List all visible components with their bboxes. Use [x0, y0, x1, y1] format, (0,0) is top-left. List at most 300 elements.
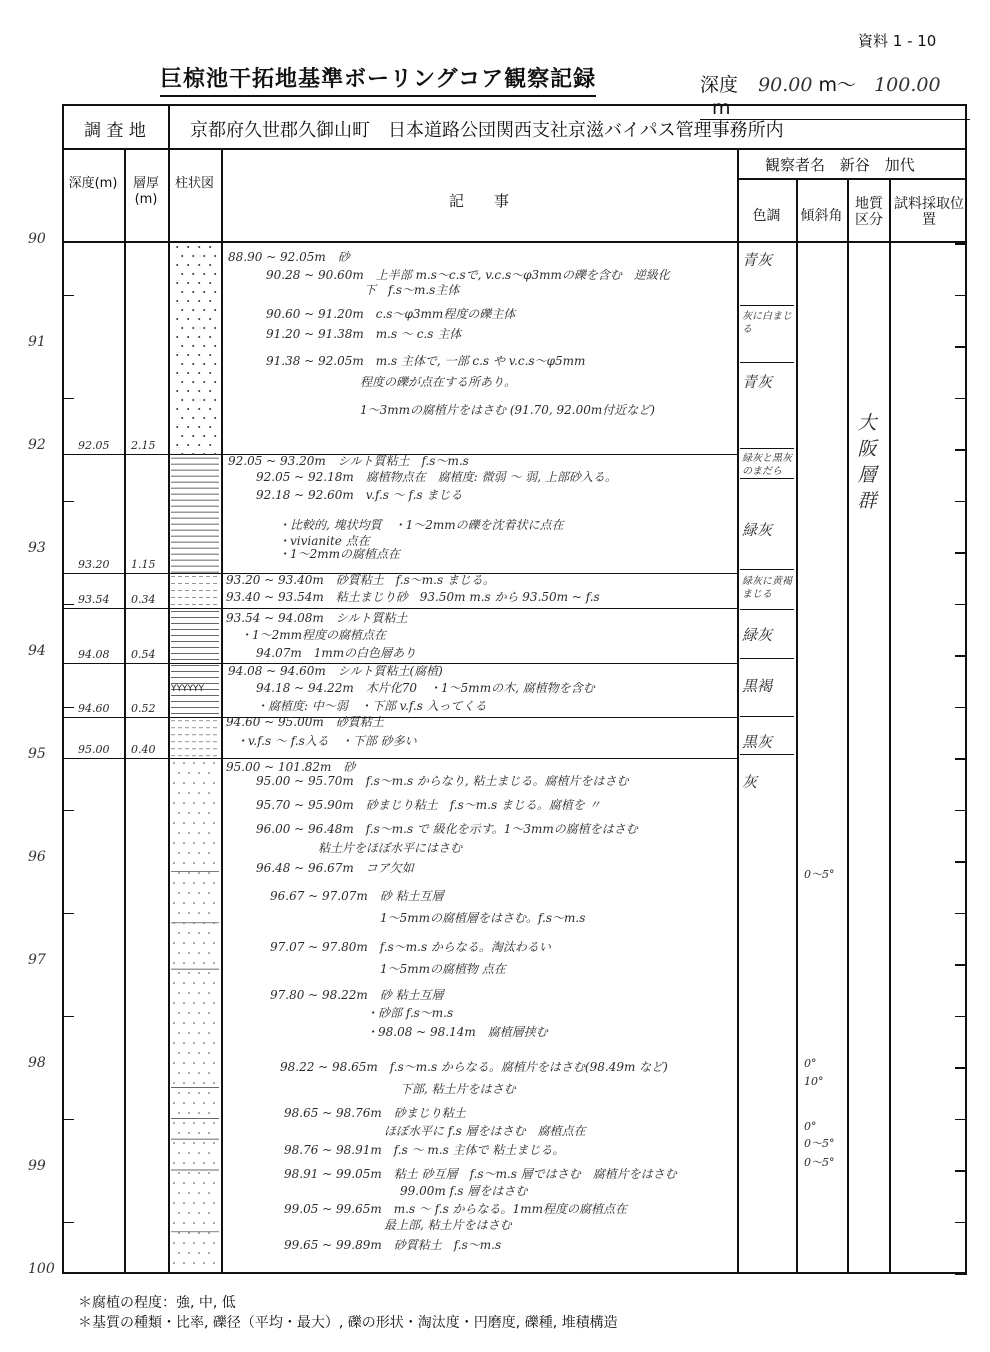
- sand-dot: [188, 1052, 190, 1054]
- sand-dot: [198, 892, 200, 894]
- sand-dot: [188, 972, 190, 974]
- sand-dot: [208, 1012, 210, 1014]
- depth-half-tick: [62, 1016, 74, 1018]
- sand-dot: [183, 1242, 185, 1244]
- dip-entry: 0～5°: [804, 868, 835, 881]
- sand-dot: [214, 363, 216, 365]
- description-line: 1～3mmの腐植片をはさむ (91.70, 92.00m付近など): [360, 403, 655, 417]
- sand-dot: [188, 992, 190, 994]
- sand-dot: [178, 932, 180, 934]
- boundary-depth: 94.60: [78, 701, 110, 715]
- sand-dot: [173, 782, 175, 784]
- sand-dot: [203, 1222, 205, 1224]
- sand-dot: [213, 1262, 215, 1264]
- sand-dot: [173, 962, 175, 964]
- depth-axis-label: 97: [28, 952, 46, 968]
- sand-dot: [188, 952, 190, 954]
- sand-dot: [193, 1022, 195, 1024]
- sand-dot: [173, 1002, 175, 1004]
- description-line: ・比較的, 塊状均質 ・1～2mmの礫を沈着状に点在: [278, 518, 564, 532]
- description-line: 98.22 ~ 98.65m f.s～m.s からなる。腐植片をはさむ(98.49m など): [280, 1060, 668, 1074]
- sand-dot: [198, 972, 200, 974]
- sand-dot: [192, 435, 194, 437]
- sand-dot: [203, 327, 205, 329]
- sand-dot: [208, 812, 210, 814]
- sand-dot: [193, 1242, 195, 1244]
- column-thickness: 層厚(m): [132, 176, 159, 207]
- sand-dot: [209, 282, 211, 284]
- sand-dot: [203, 882, 205, 884]
- sand-dot: [193, 822, 195, 824]
- sand-dot: [183, 902, 185, 904]
- color-entry: 緑灰と黒灰のまだら: [742, 453, 792, 477]
- description-line: 95.70 ~ 95.90m 砂まじり粘土 f.s～m.s まじる。腐植を 〃: [256, 798, 601, 812]
- description-line: 98.65 ~ 98.76m 砂まじり粘土: [284, 1106, 466, 1120]
- depth-tick: [955, 861, 967, 863]
- sand-dot: [178, 772, 180, 774]
- sand-dot: [198, 264, 200, 266]
- sand-dot: [178, 832, 180, 834]
- sand-dot: [214, 417, 216, 419]
- sand-dot: [187, 372, 189, 374]
- depth-half-tick: [62, 707, 74, 709]
- sand-dot: [192, 309, 194, 311]
- description-line: 99.00m f.s 層をはさむ: [400, 1184, 528, 1198]
- sand-dot: [187, 408, 189, 410]
- sand-dot: [188, 1092, 190, 1094]
- sand-dot: [181, 255, 183, 257]
- sand-dot: [176, 372, 178, 374]
- footnote-matrix: ＊基質の種類・比率, 礫径（平均・最大）, 礫の形状・淘汰度・円磨度, 礫種, 堆積構造: [78, 1315, 618, 1331]
- sand-dot: [173, 802, 175, 804]
- sand-dot: [187, 354, 189, 356]
- description-line: 96.48 ~ 96.67m コア欠如: [256, 861, 414, 875]
- sand-dot: [178, 912, 180, 914]
- sand-dot: [183, 1122, 185, 1124]
- sand-dot: [193, 1042, 195, 1044]
- sand-dot: [209, 426, 211, 428]
- depth-axis-label: 91: [28, 334, 46, 350]
- sand-dot: [198, 336, 200, 338]
- sand-dot: [198, 1212, 200, 1214]
- sand-dot: [213, 802, 215, 804]
- sand-dot: [173, 1202, 175, 1204]
- sand-dot: [198, 1192, 200, 1194]
- sand-dot: [193, 842, 195, 844]
- sand-dot: [208, 972, 210, 974]
- sand-dot: [183, 982, 185, 984]
- sand-dot: [214, 435, 216, 437]
- sand-dot: [188, 932, 190, 934]
- geologic-unit: 大阪層群: [857, 412, 877, 512]
- color-entry: 灰に白まじる: [742, 311, 792, 335]
- sand-dot: [203, 942, 205, 944]
- sand-dot: [183, 1202, 185, 1204]
- sand-dot: [203, 1022, 205, 1024]
- sand-dot: [203, 255, 205, 257]
- sand-dot: [208, 772, 210, 774]
- sand-dot: [178, 1172, 180, 1174]
- column-description: 記 事: [448, 192, 509, 210]
- sand-dot: [178, 972, 180, 974]
- sand-dot: [193, 942, 195, 944]
- sand-dot: [198, 792, 200, 794]
- depth-half-tick: [955, 913, 967, 915]
- sand-dot: [173, 882, 175, 884]
- sand-dot: [203, 982, 205, 984]
- depth-from: 90.00: [758, 74, 813, 96]
- sand-dot: [173, 942, 175, 944]
- sand-dot: [208, 1192, 210, 1194]
- sand-dot: [208, 872, 210, 874]
- sand-dot: [209, 408, 211, 410]
- humus-mark: YYYYYY: [171, 684, 204, 695]
- depth-tick: [955, 655, 967, 657]
- color-separator: [740, 305, 794, 306]
- sand-dot: [178, 1252, 180, 1254]
- sand-dot: [173, 1162, 175, 1164]
- sand-dot: [187, 390, 189, 392]
- depth-half-tick: [955, 295, 967, 297]
- sand-dot: [208, 1032, 210, 1034]
- sand-dot: [173, 1182, 175, 1184]
- sand-dot: [188, 872, 190, 874]
- sand-dot: [198, 318, 200, 320]
- sand-dot: [188, 772, 190, 774]
- color-separator: [740, 609, 794, 610]
- sand-dot: [178, 1032, 180, 1034]
- sand-dot: [192, 255, 194, 257]
- sand-dot: [203, 381, 205, 383]
- description-line: 98.76 ~ 98.91m f.s ～ m.s 主体で 粘土まじる。: [284, 1143, 565, 1157]
- depth-axis-label: 98: [28, 1055, 46, 1071]
- sand-dot: [192, 291, 194, 293]
- sand-dot: [213, 1142, 215, 1144]
- sand-dot: [173, 1062, 175, 1064]
- description-line: 94.07m 1mmの白色層あり: [256, 646, 417, 660]
- sand-dot: [193, 862, 195, 864]
- sand-dot: [181, 417, 183, 419]
- sand-dot: [213, 1122, 215, 1124]
- column-columnar: 柱状図: [174, 176, 214, 191]
- description-line: ・1～2mmの腐植点在: [278, 547, 401, 561]
- description-line: 93.40 ~ 93.54m 粘土まじり砂 93.50m m.s から 93.50m ~ f.s: [226, 590, 600, 604]
- sand-dot: [209, 444, 211, 446]
- sand-dot: [198, 300, 200, 302]
- sand-dot: [198, 932, 200, 934]
- sand-dot: [193, 802, 195, 804]
- sand-dot: [198, 1152, 200, 1154]
- sand-dot: [213, 1102, 215, 1104]
- description-line: 最上部, 粘土片をはさむ: [384, 1218, 512, 1232]
- sand-dot: [188, 892, 190, 894]
- sand-dot: [208, 1052, 210, 1054]
- sand-dot: [208, 992, 210, 994]
- depth-half-tick: [955, 810, 967, 812]
- sand-dot: [183, 842, 185, 844]
- sand-dot: [176, 282, 178, 284]
- description-line: 90.28 ~ 90.60m 上半部 m.s～c.sで, v.c.s～φ3mmの礫を含む 逆級化: [266, 268, 670, 282]
- depth-tick: [955, 758, 967, 760]
- sand-dot: [193, 982, 195, 984]
- depth-axis-label: 95: [28, 746, 46, 762]
- sand-dot: [198, 426, 200, 428]
- sand-dot: [183, 802, 185, 804]
- description-line: 94.08 ~ 94.60m シルト質粘土(腐植): [228, 664, 443, 678]
- description-line: 90.60 ~ 91.20m c.s～φ3mm程度の礫主体: [266, 307, 516, 321]
- sand-dot: [181, 309, 183, 311]
- description-line: ・v.f.s ～ f.s入る ・下部 砂多い: [236, 734, 417, 748]
- description-line: 98.91 ~ 99.05m 粘土 砂互層 f.s～m.s 層ではさむ 腐植片をはさむ: [284, 1167, 677, 1181]
- sand-dot: [198, 1012, 200, 1014]
- sand-dot: [214, 453, 216, 455]
- sand-dot: [176, 354, 178, 356]
- sand-dot: [178, 792, 180, 794]
- sand-dot: [213, 1042, 215, 1044]
- sand-dot: [213, 1022, 215, 1024]
- sand-dot: [173, 1042, 175, 1044]
- sand-dot: [213, 862, 215, 864]
- sand-dot: [183, 822, 185, 824]
- sand-dot: [198, 992, 200, 994]
- boundary-thickness: 1.15: [131, 557, 156, 571]
- document-reference: 資料 1 - 10: [858, 32, 937, 50]
- description-line: ・98.08 ~ 98.14m 腐植層挟む: [366, 1025, 548, 1039]
- sand-dot: [213, 782, 215, 784]
- depth-half-tick: [955, 398, 967, 400]
- description-line: 91.38 ~ 92.05m m.s 主体で, 一部 c.s や v.c.s～φ5mm: [266, 354, 586, 368]
- sand-dot: [193, 1142, 195, 1144]
- sand-dot: [213, 1222, 215, 1224]
- sand-dot: [198, 408, 200, 410]
- sand-dot: [173, 842, 175, 844]
- boundary-thickness: 0.52: [131, 701, 156, 715]
- sand-dot: [203, 417, 205, 419]
- sand-dot: [178, 1112, 180, 1114]
- sand-dot: [187, 336, 189, 338]
- sand-dot: [183, 962, 185, 964]
- sand-dot: [208, 792, 210, 794]
- sand-dot: [213, 822, 215, 824]
- depth-tick: [955, 1170, 967, 1172]
- sand-dot: [192, 453, 194, 455]
- observer-label: 観察者名: [765, 156, 826, 174]
- sand-dot: [173, 862, 175, 864]
- sand-dot: [208, 1252, 210, 1254]
- sand-dot: [203, 1162, 205, 1164]
- sand-dot: [203, 291, 205, 293]
- sand-dot: [203, 782, 205, 784]
- sand-dot: [213, 962, 215, 964]
- sand-dot: [193, 1102, 195, 1104]
- sand-dot: [193, 1162, 195, 1164]
- sand-dot: [183, 882, 185, 884]
- sand-dot: [192, 399, 194, 401]
- sand-dot: [193, 1262, 195, 1264]
- depth-axis-label: 100: [28, 1261, 55, 1277]
- sand-dot: [203, 1002, 205, 1004]
- sand-dot: [188, 1232, 190, 1234]
- sand-dot: [173, 1022, 175, 1024]
- sand-dot: [176, 426, 178, 428]
- sand-dot: [198, 1112, 200, 1114]
- sand-dot: [203, 962, 205, 964]
- sand-dot: [213, 902, 215, 904]
- sand-dot: [178, 872, 180, 874]
- description-line: 91.20 ~ 91.38m m.s ～ c.s 主体: [266, 327, 462, 341]
- sand-dot: [183, 1102, 185, 1104]
- sand-dot: [173, 1242, 175, 1244]
- sand-dot: [209, 246, 211, 248]
- sand-dot: [192, 417, 194, 419]
- sand-dot: [178, 1072, 180, 1074]
- depth-half-tick: [62, 810, 74, 812]
- sand-dot: [209, 264, 211, 266]
- sand-dot: [203, 1142, 205, 1144]
- sand-dot: [208, 1172, 210, 1174]
- sand-dot: [188, 1212, 190, 1214]
- sand-dot: [193, 782, 195, 784]
- depth-half-tick: [62, 295, 74, 297]
- sand-dot: [192, 345, 194, 347]
- boundary-thickness: 0.40: [131, 743, 156, 756]
- description-line: 程度の礫が点在する所あり。: [360, 375, 517, 389]
- sand-dot: [203, 762, 205, 764]
- sand-dot: [188, 832, 190, 834]
- sand-dot: [203, 273, 205, 275]
- sand-dot: [181, 327, 183, 329]
- depth-axis-label: 96: [28, 849, 46, 865]
- sand-dot: [173, 822, 175, 824]
- description-line: 粘土片をほぼ水平にはさむ: [318, 841, 463, 855]
- sand-dot: [176, 444, 178, 446]
- sand-dot: [209, 300, 211, 302]
- sand-dot: [213, 882, 215, 884]
- sand-dot: [198, 832, 200, 834]
- depth-half-tick: [62, 501, 74, 503]
- depth-axis-label: 92: [28, 437, 46, 453]
- column-unit: 地質区分: [855, 196, 883, 228]
- sand-dot: [208, 832, 210, 834]
- sand-dot: [214, 291, 216, 293]
- sand-dot: [192, 327, 194, 329]
- boundary-depth: 93.20: [78, 557, 110, 571]
- sand-dot: [198, 372, 200, 374]
- description-line: 99.65 ~ 99.89m 砂質粘土 f.s～m.s: [284, 1238, 502, 1252]
- sand-dot: [214, 345, 216, 347]
- sand-dot: [183, 1002, 185, 1004]
- sand-dot: [178, 1052, 180, 1054]
- depth-axis-label: 93: [28, 540, 46, 556]
- sand-dot: [209, 354, 211, 356]
- sand-dot: [176, 318, 178, 320]
- sand-dot: [198, 282, 200, 284]
- description-line: 95.00 ~ 101.82m 砂: [226, 760, 356, 774]
- sand-dot: [208, 852, 210, 854]
- sand-dot: [188, 1072, 190, 1074]
- sand-dot: [178, 1212, 180, 1214]
- sand-dot: [198, 772, 200, 774]
- sand-dot: [183, 942, 185, 944]
- sand-dot: [214, 399, 216, 401]
- observer-name: 新谷 加代: [839, 156, 915, 174]
- description-line: 94.18 ~ 94.22m 木片化70 ・1～5mmの木, 腐植物を含む: [256, 681, 595, 695]
- sand-dot: [208, 1232, 210, 1234]
- sand-dot: [213, 1002, 215, 1004]
- sand-dot: [198, 952, 200, 954]
- sand-dot: [203, 1042, 205, 1044]
- sand-dot: [181, 345, 183, 347]
- depth-half-tick: [955, 1016, 967, 1018]
- sand-dot: [213, 1242, 215, 1244]
- color-entry: 緑灰: [742, 626, 773, 644]
- sand-dot: [209, 318, 211, 320]
- sand-dot: [188, 1172, 190, 1174]
- description-line: ・砂部 f.s～m.s: [366, 1006, 454, 1020]
- color-entry: 灰: [742, 773, 758, 791]
- sand-dot: [213, 1062, 215, 1064]
- description-line: 1～5mmの腐植層をはさむ。f.s～m.s: [380, 911, 586, 925]
- sand-dot: [214, 255, 216, 257]
- sand-dot: [187, 246, 189, 248]
- depth-tick: [955, 346, 967, 348]
- sand-dot: [198, 1052, 200, 1054]
- sand-dot: [187, 300, 189, 302]
- description-line: 1～5mmの腐植物 点在: [380, 962, 506, 976]
- sand-dot: [188, 1252, 190, 1254]
- sand-dot: [198, 1072, 200, 1074]
- color-separator: [740, 478, 794, 479]
- depth-half-tick: [62, 1222, 74, 1224]
- depth-tick: [955, 964, 967, 966]
- description-line: 96.67 ~ 97.07m 砂 粘土互層: [270, 889, 444, 903]
- sand-dot: [203, 435, 205, 437]
- sand-dot: [193, 902, 195, 904]
- sand-dot: [193, 1182, 195, 1184]
- sand-dot: [213, 942, 215, 944]
- sand-dot: [183, 1042, 185, 1044]
- sand-dot: [203, 902, 205, 904]
- sand-dot: [188, 852, 190, 854]
- sand-dot: [173, 1082, 175, 1084]
- sand-dot: [198, 872, 200, 874]
- depth-half-tick: [62, 604, 74, 606]
- sand-dot: [198, 354, 200, 356]
- description-line: ほぼ水平に f.s 層をはさむ 腐植点在: [384, 1124, 586, 1138]
- boundary-depth: 92.05: [78, 439, 110, 453]
- depth-half-tick: [955, 501, 967, 503]
- description-line: 93.54 ~ 94.08m シルト質粘土: [226, 611, 408, 625]
- sand-dot: [203, 1122, 205, 1124]
- sand-dot: [213, 1202, 215, 1204]
- color-separator: [740, 716, 794, 717]
- sand-dot: [176, 336, 178, 338]
- depth-half-tick: [955, 604, 967, 606]
- sand-dot: [187, 264, 189, 266]
- sand-dot: [198, 1132, 200, 1134]
- dip-entry: 0～5°: [804, 1137, 835, 1150]
- layer-boundary-line: [62, 717, 737, 718]
- sand-dot: [188, 1192, 190, 1194]
- sand-dot: [198, 912, 200, 914]
- sand-dot: [178, 1232, 180, 1234]
- color-separator: [740, 754, 794, 755]
- depth-tick: [955, 1273, 967, 1275]
- description-line: 97.80 ~ 98.22m 砂 粘土互層: [270, 988, 444, 1002]
- footnote-humus: ＊腐植の程度：強, 中, 低: [78, 1295, 236, 1311]
- sand-dot: [198, 1232, 200, 1234]
- sand-dot: [213, 1182, 215, 1184]
